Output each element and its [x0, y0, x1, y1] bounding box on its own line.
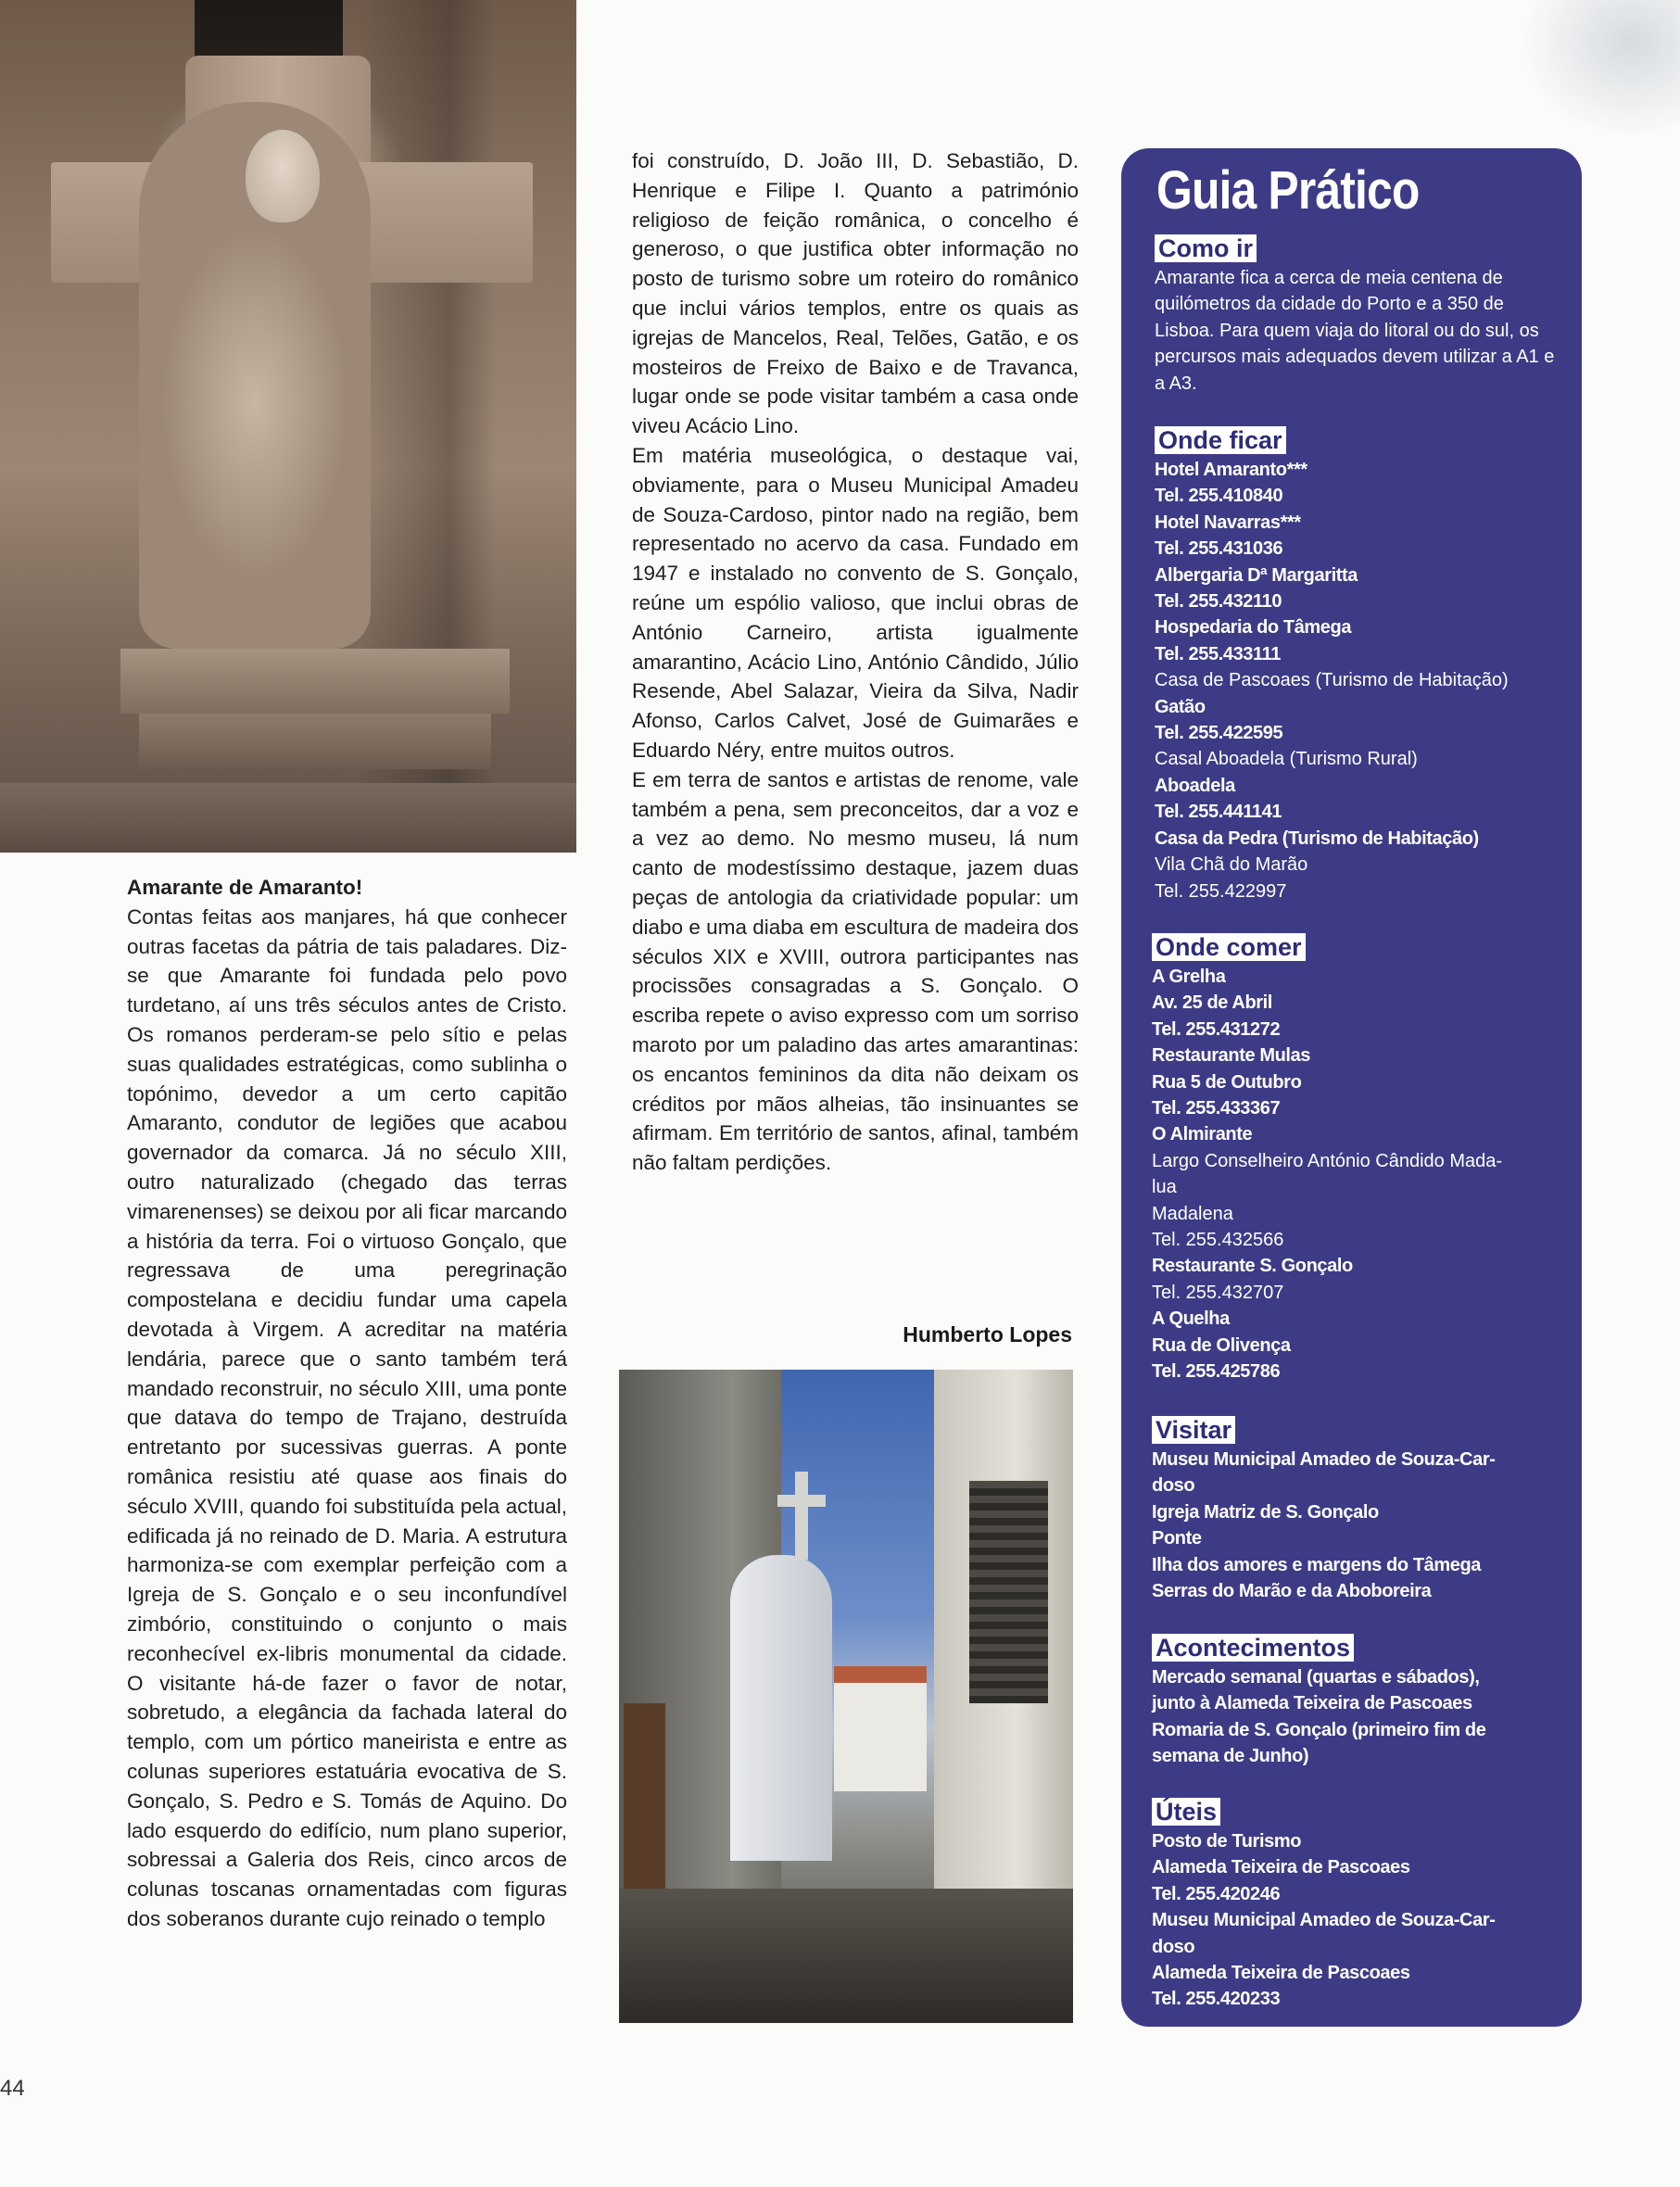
statue-face [246, 130, 320, 222]
section-onde-comer [1152, 933, 1560, 1385]
guide-line: doso [1152, 1475, 1195, 1497]
guide-line: Posto de Turismo [1152, 1831, 1302, 1852]
guide-line: Tel. 255.433367 [1152, 1098, 1281, 1119]
article-paragraph-2: Em matéria museológica, o destaque vai, obviamente, para o Museu Municipal Amadeu de Souza-Cardoso, pintor nado na região, bem representado no acervo da casa. Fundado em 1947 e instalado no convento de S. Gonçalo, reúne um espólio valioso, que inclui obras de António Carneiro, artista igualmente amarantino, Acácio Lino, António Cândido, Júlio Resende, Abel Salazar, Vieira da Silva, Nadir Afonso, Carlos Calvet, José de Guimarães e Eduardo Néry, entre muitos outros. [632, 443, 1079, 762]
section-onde-ficar [1155, 426, 1562, 904]
guide-line: Hotel Amaranto*** [1155, 460, 1307, 480]
guide-line: lua [1152, 1177, 1177, 1198]
guide-line: Alameda Teixeira de Pascoaes [1152, 1857, 1410, 1878]
section-visitar [1152, 1416, 1560, 1604]
street-chapel [730, 1555, 832, 1861]
guide-line: Museu Municipal Amadeo de Souza-Car- [1152, 1449, 1496, 1470]
guide-line: Tel. 255.420246 [1152, 1883, 1281, 1904]
guide-line: Tel. 255.422595 [1155, 723, 1283, 744]
guide-line: Tel. 255.422997 [1155, 880, 1287, 902]
guide-line: Alameda Teixeira de Pascoaes [1152, 1963, 1410, 1984]
onde-ficar-list [1155, 457, 1562, 904]
visitar-list [1152, 1447, 1560, 1604]
statue-ledge [0, 783, 576, 853]
uteis-list [1152, 1828, 1560, 2013]
statue-photo [0, 0, 576, 853]
guide-line: O Almirante [1152, 1124, 1253, 1145]
section-uteis [1152, 1798, 1560, 2013]
guide-line: junto à Alameda Teixeira de Pascoaes [1152, 1693, 1472, 1714]
statue-base-upper [120, 649, 510, 714]
section-title-onde-comer: Onde comer [1152, 933, 1306, 961]
section-title-onde-ficar: Onde ficar [1155, 426, 1286, 454]
guide-line: Albergaria Dª Margaritta [1155, 564, 1358, 586]
guide-line: Serras do Marão e da Aboboreira [1152, 1581, 1432, 1602]
street-ground [619, 1889, 1073, 2023]
guide-line: Ponte [1152, 1528, 1202, 1549]
section-title-como-ir: Como ir [1155, 234, 1257, 262]
guide-line: Hospedaria do Tâmega [1155, 617, 1352, 638]
article-author: Humberto Lopes [903, 1322, 1072, 1346]
guide-line: Mercado semanal (quartas e sábados), [1152, 1667, 1480, 1688]
guide-line: Largo Conselheiro António Cândido Mada- [1152, 1150, 1503, 1171]
guide-line: Rua 5 de Outubro [1152, 1071, 1302, 1093]
statue-base-lower [139, 714, 491, 769]
guia-pratico-title: Guia Prático [1156, 160, 1420, 221]
como-ir-text: Amarante fica a cerca de meia centena de quilómetros da cidade do Porto e a 350 de Lisboa. Para quem viaja do litoral ou do sul, os percursos mais adequados devem utilizar a A1 e a A3. [1155, 268, 1555, 394]
street-window-grille [969, 1481, 1048, 1703]
guide-line: Casal Aboadela (Turismo Rural) [1155, 749, 1418, 770]
section-title-visitar: Visitar [1152, 1416, 1235, 1444]
guide-line: Restaurante Mulas [1152, 1045, 1311, 1067]
guide-line: Museu Municipal Amadeo de Souza-Car- [1152, 1910, 1496, 1931]
section-como-ir [1155, 234, 1562, 397]
guide-line: Tel. 255.420233 [1152, 1989, 1281, 2010]
guide-line: Tel. 255.432110 [1155, 591, 1282, 613]
article-column-left [127, 873, 567, 1934]
guide-line: Tel. 255.410840 [1155, 486, 1283, 507]
street-cross-horizontal [777, 1495, 826, 1507]
article-paragraph-left: Contas feitas aos manjares, há que conhecer outras facetas da pátria de tais paladares. Diz-se que Amarante foi fundada pelo povo turdetano, aí uns três séculos antes de Cristo. Os romanos perderam-se pelo sítio e pelas suas qualidades estratégicas, como sublinha o topónimo, devedor a um certo capitão Amaranto, condutor de legiões que acabou governador da comarca. Já no século XIII, outro naturalizado (chegado das terras vimarenenses) se deixou por ali ficar marcando a história da terra. Foi o virtuoso Gonçalo, que regressava de uma peregrinação compostelana e decidiu fundar uma capela devotada à Virgem. A acreditar na matéria lendária, parece que o santo também terá mandado reconstruir, no século XIII, uma ponte que datava do tempo de Trajano, destruída entretanto por sucessivas guerras. A ponte românica resistiu até quase aos finais do século XVIII, quando foi substituída pela actual, edificada já no reinado de D. Maria. A estrutura harmoniza-se com exemplar perfeição com a Igreja de S. Gonçalo e o seu inconfundível zimbório, constituindo o conjunto o mais reconhecível ex-libris monumental da cidade. O visitante há-de fazer o favor de notar, sobretudo, a elegância da fachada lateral do templo, com um pórtico maneirista e entre as colunas superiores estatuária evocativa de S. Gonçalo, S. Pedro e S. Tomás de Aquino. Do lado esquerdo do edifício, num plano superior, sobressai a Galeria dos Reis, cinco arcos de colunas toscanas ornamentadas com figuras dos soberanos durante cujo reinado o templo [127, 904, 567, 1930]
guide-line: Casa da Pedra (Turismo de Habitação) [1155, 828, 1479, 849]
article-column-middle [632, 146, 1079, 1178]
guia-pratico-panel [1121, 148, 1582, 2027]
guide-line: doso [1152, 1936, 1195, 1957]
page-number: 44 [0, 2076, 25, 2101]
guide-line: Tel. 255.431272 [1152, 1018, 1281, 1040]
onde-comer-list [1152, 964, 1560, 1385]
guide-line: Av. 25 de Abril [1152, 992, 1272, 1014]
guide-line: Tel. 255.433111 [1155, 643, 1281, 664]
guide-line: Hotel Navarras*** [1155, 512, 1301, 533]
guide-line: A Grelha [1152, 967, 1226, 987]
guide-line: A Quelha [1152, 1308, 1230, 1330]
acontecimentos-list [1152, 1664, 1560, 1770]
guide-line: Restaurante S. Gonçalo [1152, 1256, 1353, 1277]
guide-line: Tel. 255.431036 [1155, 538, 1283, 560]
paper-tear [1520, 0, 1680, 139]
guide-line: Tel. 255.432566 [1152, 1230, 1284, 1251]
street-photo [619, 1370, 1073, 2023]
guide-line: Vila Chã do Marão [1155, 854, 1308, 876]
section-title-acontecimentos: Acontecimentos [1152, 1634, 1354, 1662]
section-title-uteis: Úteis [1152, 1798, 1220, 1826]
guide-line: Tel. 255.432707 [1152, 1282, 1284, 1303]
guide-line: Ilha dos amores e margens do Tâmega [1152, 1554, 1482, 1575]
street-house [834, 1666, 927, 1791]
guide-line: Aboadela [1155, 775, 1235, 796]
guide-line: Madalena [1152, 1203, 1233, 1224]
article-heading: Amarante de Amaranto! [127, 876, 363, 899]
guide-line: semana de Junho) [1152, 1746, 1309, 1767]
article-paragraph-3: E em terra de santos e artistas de renome, vale também a pena, sem preconceitos, dar a voz e a vez ao demo. No mesmo museu, lá num canto de modestíssimo destaque, jazem duas peças de antologia da criatividade popular: um diabo e uma diaba em escultura de madeira dos séculos XIX e XVIII, outrora participantes nas procissões consagradas a S. Gonçalo. O escriba repete o aviso expresso com um sorriso maroto por um paladino das artes amarantinas: os encantos femininos da dita não deixam os créditos por mãos alheias, tão insinuantes se afirmam. Em território de santos, afinal, também não faltam perdições. [632, 767, 1079, 1175]
section-acontecimentos [1152, 1634, 1560, 1770]
guide-line: Romaria de S. Gonçalo (primeiro fim de [1152, 1719, 1486, 1740]
guide-line: Igreja Matriz de S. Gonçalo [1152, 1501, 1379, 1523]
guide-line: Rua de Olivença [1152, 1334, 1291, 1356]
guide-line: Casa de Pascoaes (Turismo de Habitação) [1155, 670, 1509, 691]
article-paragraph-1: foi construído, D. João III, D. Sebastião, D. Henrique e Filipe I. Quanto a património religioso de feição românica, o concelho é generoso, o que justifica obter informação no posto de turismo sobre um roteiro do românico que inclui vários templos, entre os quais as igrejas de Mancelos, Real, Telões, Gatão, e os mosteiros de Freixo de Baixo e de Travanca, lugar onde se pode visitar também a casa onde viveu Acácio Lino. [632, 149, 1079, 438]
street-cross-vertical [795, 1472, 808, 1560]
guide-line: Tel. 255.441141 [1155, 802, 1282, 823]
guide-line: Gatão [1155, 696, 1206, 717]
guide-line: Tel. 255.425786 [1152, 1361, 1281, 1383]
